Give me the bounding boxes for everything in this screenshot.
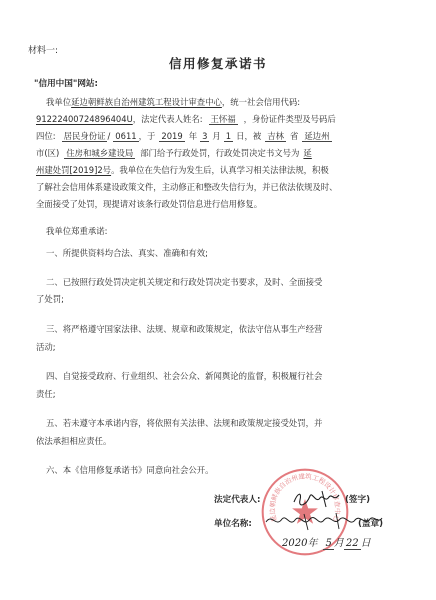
commitment-item-3-cont: 活动;: [36, 342, 56, 352]
para-line-2: 91222400724896404U，法定代表人姓名: 王怀福 ，身份证件类型及号码后: [36, 114, 336, 124]
seal-text: 延边朝鲜族自治州建筑工程设计审查中心: [268, 472, 342, 523]
signature-suffix: (签字): [345, 495, 371, 505]
handwritten-unit-name: [264, 510, 384, 532]
commitment-item-3: 三、将严格遵守国家法律、法规、规章和政策规定，依法守信从事生产经营: [46, 324, 323, 334]
material-label: 材料一:: [28, 46, 59, 56]
penalty-year: 2019: [161, 131, 183, 141]
commitment-item-4-cont: 责任;: [36, 389, 56, 399]
para-line-7: 全面接受了处罚，现提请对该条行政处罚信息进行信用修复。: [36, 199, 263, 209]
date-year: 2020: [282, 538, 308, 549]
commitment-item-4: 四、自觉接受政府、行业组织、社会公众、新闻舆论的监督，积极履行社会: [46, 371, 323, 381]
province: 吉林: [267, 131, 284, 141]
commitment-item-2: 二、已按照行政处罚决定机关规定和行政处罚决定书要求，及时、全面接受: [46, 277, 323, 287]
legal-rep-label: 法定代表人:: [214, 495, 261, 505]
commitment-item-5: 五、若未遵守本承诺内容，将依照有关法律、法规和政策规定接受处罚，并: [46, 418, 323, 428]
commitment-item-5-cont: 依法承担相应责任。: [36, 436, 112, 446]
signing-date: 2020年 5 月 22 日: [282, 538, 371, 549]
penalty-day: 1: [225, 131, 232, 141]
id-type: 居民身份证: [63, 131, 106, 141]
legal-rep-name: 王怀福: [210, 114, 236, 124]
unit-name-label: 单位名称:: [214, 519, 252, 529]
addressee: "信用中国"网站:: [34, 79, 98, 89]
para-line-5: 州建处罚[2019]2号。我单位在失信行为发生后，认真学习相关法律法规，积极: [36, 165, 329, 175]
handwritten-signature: [292, 488, 344, 510]
date-day: 22: [345, 538, 359, 549]
para-line-4: 市(区) 住房和城乡建设局 部门给予行政处罚，行政处罚决定书文号为 延: [36, 148, 312, 158]
company-name: 延边朝鲜族自治州建筑工程设计审查中心: [71, 97, 222, 107]
date-month: 5: [325, 538, 332, 549]
commitment-item-2-cont: 了处罚;: [36, 294, 64, 304]
decision-no-prefix: 延: [303, 148, 312, 158]
department: 住房和城乡建设局: [66, 148, 134, 158]
penalty-month: 3: [202, 131, 208, 141]
commitment-intro: 我单位郑重承诺:: [46, 226, 108, 236]
para-line-3: 四位: 居民身份证 / 0611 ，于 2019 年 3 月 1 日，被 吉林 省 延边州: [36, 131, 330, 141]
document-title: 信用修复承诺书: [168, 56, 267, 71]
para-line-1: 我单位延边朝鲜族自治州建筑工程设计审查中心，统一社会信用代码:: [46, 97, 301, 107]
credit-code: 91222400724896404U: [36, 114, 133, 124]
decision-no: 州建处罚[2019]2号: [36, 165, 112, 175]
commitment-item-6: 六、本《信用修复承诺书》同意向社会公开。: [46, 465, 214, 475]
id-last4: 0611: [115, 131, 137, 141]
commitment-item-1: 一、所提供资料均合法、真实、准确和有效;: [46, 248, 208, 258]
seal-suffix: (盖章): [358, 519, 384, 529]
para-line-6: 了解社会信用体系建设政策文件，主动修正和整改失信行为，并已依法依规及时、: [36, 182, 338, 192]
city: 延边州: [304, 131, 330, 141]
